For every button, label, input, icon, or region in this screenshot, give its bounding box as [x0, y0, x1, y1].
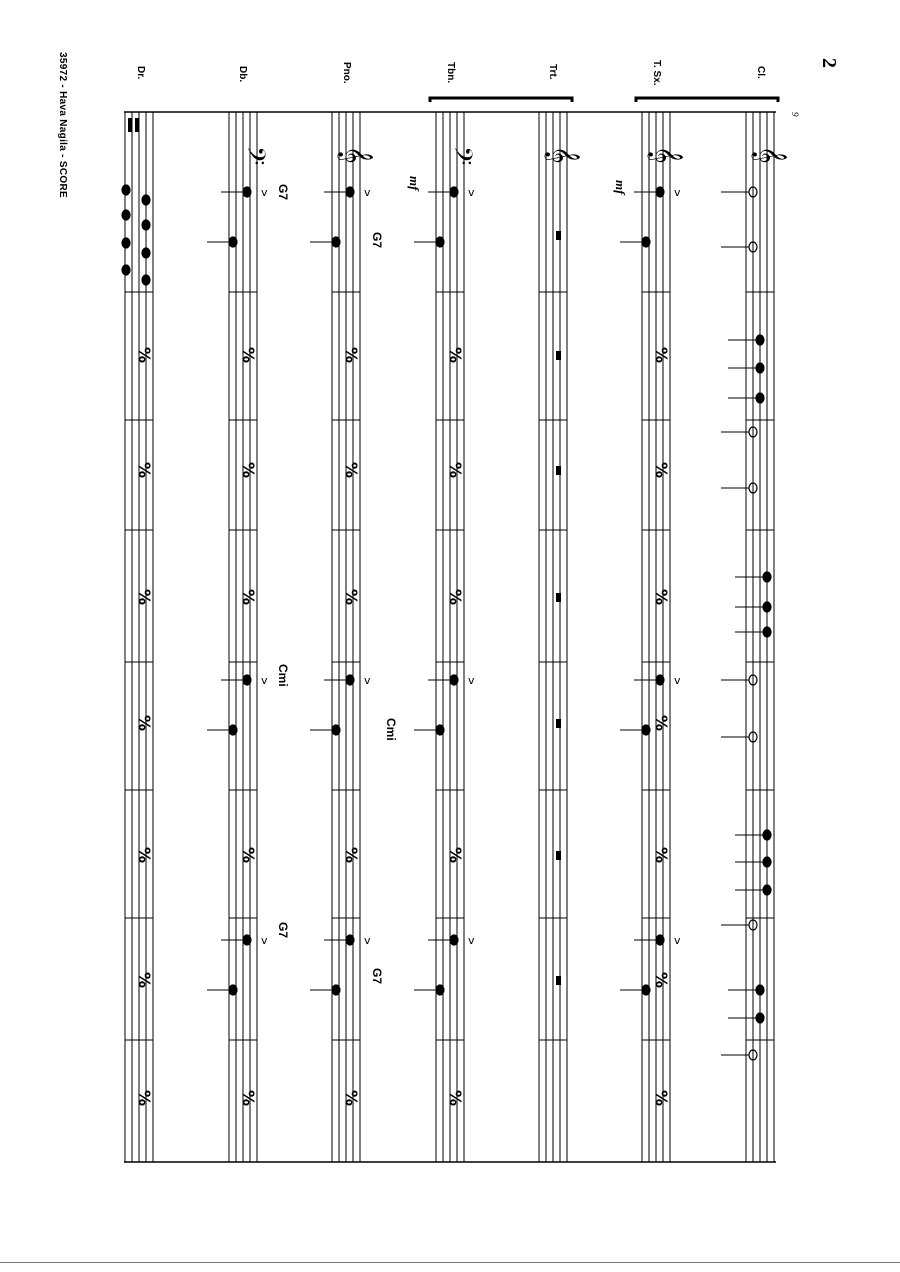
measure-repeat-sign: % [446, 588, 465, 606]
accent-tenor-sax: v [674, 186, 681, 199]
note-bass [243, 675, 251, 685]
measure-repeat-sign: % [652, 846, 671, 864]
note-bass [229, 237, 237, 247]
footer-title: 35972 - Hava Nagila - SCORE [57, 52, 68, 198]
note-drums [142, 220, 150, 230]
chord-symbol-lower-1: G7 [276, 184, 290, 201]
clef-bass: 𝄢 [235, 146, 270, 166]
accent-trombone: v [468, 934, 475, 947]
accent-trombone: v [468, 186, 475, 199]
note-tenor-sax [642, 985, 650, 995]
measure-repeat-sign: % [135, 588, 154, 606]
chord-symbol-lower-2: Cmi [276, 664, 290, 687]
note-clarinet [756, 1013, 764, 1023]
note-clarinet [763, 830, 771, 840]
accent-piano: v [364, 674, 371, 687]
clef-clarinet: 𝄞 [752, 146, 787, 164]
accent-tenor-sax: v [674, 674, 681, 687]
measure-repeat-sign: % [342, 346, 361, 364]
note-drums [142, 195, 150, 205]
note-trombone [450, 935, 458, 945]
accent-bass: v [261, 934, 268, 947]
chord-symbol-upper-3: G7 [370, 968, 384, 985]
note-drums [122, 265, 130, 275]
measure-repeat-sign: % [135, 846, 154, 864]
page-number: 2 [818, 58, 840, 68]
measure-repeat-sign: % [446, 846, 465, 864]
measure-repeat-sign: % [652, 588, 671, 606]
measure-repeat-sign: % [135, 461, 154, 479]
note-drums [142, 248, 150, 258]
measure-repeat-sign: % [239, 588, 258, 606]
measure-repeat-sign: % [135, 346, 154, 364]
measure-number: 9 [790, 112, 800, 117]
whole-rest-trumpet [556, 351, 561, 360]
bracket-brass [430, 98, 572, 102]
measure-repeat-sign: % [239, 1089, 258, 1107]
instrument-label-bass: Db. [237, 66, 248, 83]
note-drums [142, 275, 150, 285]
measure-repeat-sign: % [652, 971, 671, 989]
clef-trombone: 𝄢 [442, 146, 477, 166]
accent-piano: v [364, 186, 371, 199]
whole-rest-trumpet [556, 466, 561, 475]
note-trombone [436, 985, 444, 995]
instrument-label-clarinet: Cl. [755, 66, 766, 79]
note-bass [229, 985, 237, 995]
measure-repeat-sign: % [652, 1089, 671, 1107]
measure-repeat-sign: % [239, 461, 258, 479]
accent-tenor-sax: v [674, 934, 681, 947]
note-clarinet [756, 335, 764, 345]
clef-trumpet: 𝄞 [545, 146, 580, 164]
clef-tenor-sax: 𝄞 [648, 146, 683, 164]
note-bass [243, 935, 251, 945]
instrument-label-drums: Dr. [135, 66, 146, 80]
whole-rest-trumpet [556, 851, 561, 860]
drum-clef-bar [135, 118, 139, 132]
accent-bass: v [261, 186, 268, 199]
measure-repeat-sign: % [239, 846, 258, 864]
note-piano [332, 237, 340, 247]
note-piano [346, 675, 354, 685]
note-clarinet [763, 572, 771, 582]
measure-repeat-sign: % [342, 461, 361, 479]
note-trombone [450, 675, 458, 685]
note-tenor-sax [656, 675, 664, 685]
note-trombone [450, 187, 458, 197]
whole-rest-trumpet [556, 976, 561, 985]
measure-repeat-sign: % [342, 846, 361, 864]
measure-repeat-sign: % [446, 461, 465, 479]
note-clarinet [763, 885, 771, 895]
accent-bass: v [261, 674, 268, 687]
chord-symbol-upper-1: G7 [370, 232, 384, 249]
measure-repeat-sign: % [652, 714, 671, 732]
measure-repeat-sign: % [239, 346, 258, 364]
note-clarinet [763, 857, 771, 867]
note-trombone [436, 725, 444, 735]
note-tenor-sax [642, 237, 650, 247]
bracket-woodwinds [636, 98, 778, 102]
note-piano [346, 935, 354, 945]
measure-repeat-sign: % [342, 588, 361, 606]
measure-repeat-sign: % [446, 346, 465, 364]
note-clarinet [756, 985, 764, 995]
whole-rest-trumpet [556, 231, 561, 240]
accent-piano: v [364, 934, 371, 947]
note-bass [243, 187, 251, 197]
measure-repeat-sign: % [342, 1089, 361, 1107]
whole-rest-trumpet [556, 719, 561, 728]
note-clarinet [756, 393, 764, 403]
measure-repeat-sign: % [135, 714, 154, 732]
instrument-label-tenor-sax: T. Sx. [651, 60, 662, 86]
measure-repeat-sign: % [652, 346, 671, 364]
page-bottom-rule [0, 1262, 900, 1263]
instrument-label-trombone: Tbn. [445, 62, 456, 84]
measure-repeat-sign: % [652, 461, 671, 479]
note-clarinet [763, 627, 771, 637]
clef-piano: 𝄞 [338, 146, 373, 164]
accent-trombone: v [468, 674, 475, 687]
note-tenor-sax [656, 935, 664, 945]
instrument-label-trumpet: Trt. [547, 64, 558, 80]
dynamic-sax: mf [613, 180, 628, 195]
note-drums [122, 185, 130, 195]
note-piano [332, 725, 340, 735]
chord-symbol-upper-2: Cmi [384, 718, 398, 741]
chord-symbol-lower-3: G7 [276, 922, 290, 939]
measure-repeat-sign: % [446, 1089, 465, 1107]
measure-repeat-sign: % [135, 971, 154, 989]
note-piano [346, 187, 354, 197]
note-tenor-sax [656, 187, 664, 197]
drum-clef-bar [128, 118, 132, 132]
note-drums [122, 238, 130, 248]
note-clarinet [756, 363, 764, 373]
note-bass [229, 725, 237, 735]
note-piano [332, 985, 340, 995]
whole-rest-trumpet [556, 593, 561, 602]
note-clarinet [763, 602, 771, 612]
measure-repeat-sign: % [135, 1089, 154, 1107]
note-tenor-sax [642, 725, 650, 735]
note-drums [122, 210, 130, 220]
note-trombone [436, 237, 444, 247]
dynamic-trombone: mf [407, 176, 422, 191]
instrument-label-piano: Pno. [341, 62, 352, 84]
